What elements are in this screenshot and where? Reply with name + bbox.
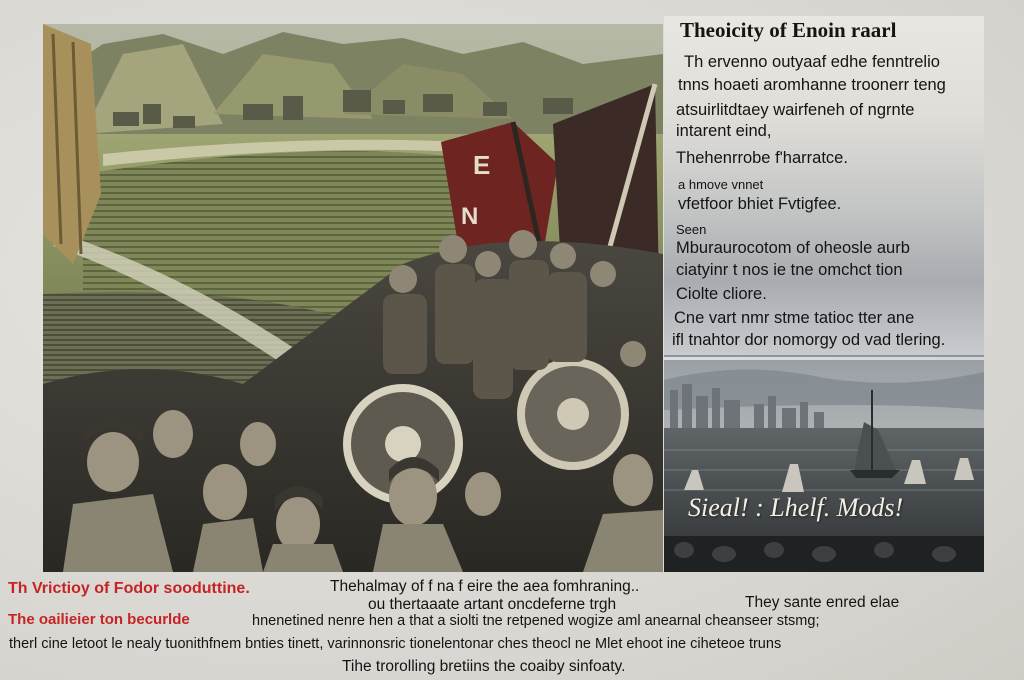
bottom-red-title: Th Vrictioy of Fodor sooduttine. [8, 580, 250, 597]
right-panel-title: Theoicity of Enoin raarl [680, 18, 897, 42]
right-panel-line: ciatyinr t nos ie tne omchct tion [676, 261, 903, 279]
right-panel-line: Mburaurocotom of oheosle aurb [676, 239, 910, 257]
harbor-caption: Sieal! : Lhelf. Mods! [688, 493, 904, 522]
right-panel-line: intarent eind, [676, 122, 772, 140]
panel-divider [664, 355, 984, 357]
svg-text:E: E [473, 150, 491, 180]
harbor-illustration [664, 360, 984, 572]
right-panel-line: a hmove vnnet [678, 177, 764, 192]
right-panel-line: Th ervenno outyaaf edhe fenntrelio [684, 53, 940, 71]
bottom-red-subtitle: The oailieier ton becurlde [8, 611, 190, 628]
svg-text:N: N [461, 203, 479, 230]
right-panel-line: atsuirlitdtaey wairfeneh of ngrnte [676, 101, 915, 119]
right-panel-line: tnns hoaeti aromhanne troonerr teng [678, 76, 946, 94]
bottom-text-line: therl cine letoot le nealy tuonithfnem bnties tinett, varinnonsric tionelentonar ches theocl ne Mlet ehoot ine ciheteoe truns [9, 636, 782, 652]
bottom-text-line: They sante enred elae [745, 594, 900, 611]
right-panel-line: Seen [676, 222, 707, 237]
main-illustration [43, 24, 663, 572]
right-panel-line: Ciolte cliore. [676, 285, 767, 303]
right-panel-line: Thehenrrobe f'harratce. [676, 149, 848, 167]
bottom-text-line: Thehalmay of f na f eire the aea fomhraning.. [330, 578, 640, 595]
bottom-text-line: ou thertaaate artant oncdeferne trgh [368, 596, 617, 613]
right-panel-line: ifl tnahtor dor nomorgy od vad tlering. [672, 331, 946, 349]
right-panel-line: vfetfoor bhiet Fvtigfee. [678, 195, 842, 213]
bottom-text-line: hnenetined nenre hen a that a siolti tne retpened wogize aml anearnal cheanseer stsmg; [252, 613, 820, 629]
right-panel-line: Cne vart nmr stme tatioc tter ane [674, 309, 915, 327]
bottom-text-line: Tihe trorolling bretiins the coaiby sinfoaty. [342, 658, 626, 675]
